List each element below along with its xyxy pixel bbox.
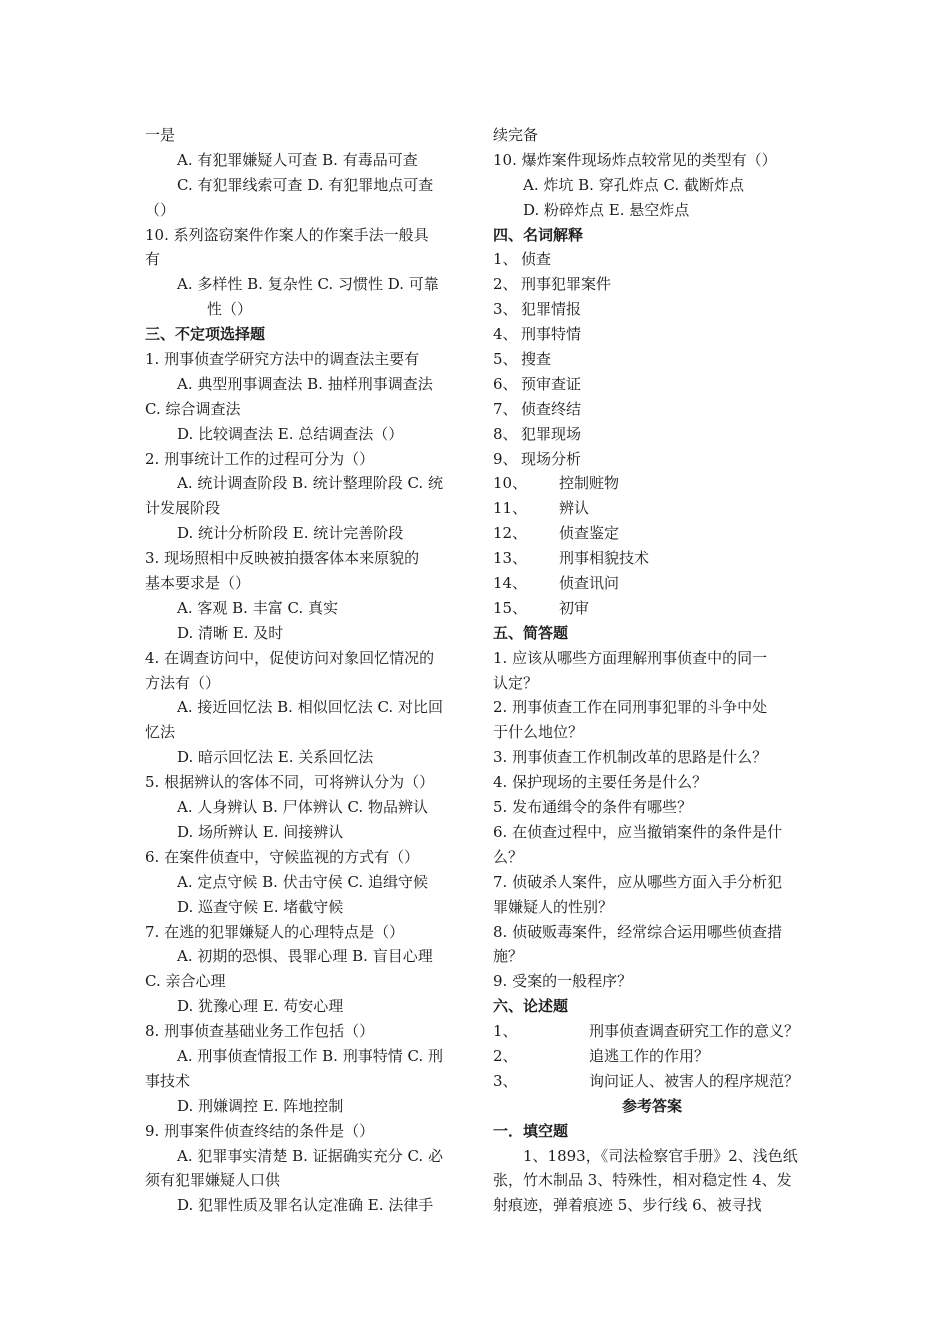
text-line: 6. 在侦查过程中，应当撤销案件的条件是什 <box>493 822 783 841</box>
numbered-list-item <box>493 272 823 297</box>
text-line: 7. 侦破杀人案件，应从哪些方面入手分析犯 <box>493 872 783 891</box>
text-line: 5. 发布通缉令的条件有哪些？ <box>493 798 693 817</box>
list-number: 13、 <box>493 549 528 568</box>
text-line: 续完备 <box>493 126 539 144</box>
numbered-list-item <box>493 322 823 347</box>
text-line: 8. 侦破贩毒案件，经常综合运用哪些侦查措 <box>493 922 783 941</box>
text-line: 施？ <box>493 947 524 966</box>
text-line: A. 多样性 B. 复杂性 C. 习惯性 D. 可靠 <box>177 275 439 294</box>
list-number: 1、 <box>493 1022 518 1041</box>
numbered-list-item <box>493 521 823 546</box>
text-line: A. 犯罪事实清楚 B. 证据确实充分 C. 必 <box>177 1146 443 1165</box>
list-item-text: 追逃工作的作用？ <box>589 1046 710 1065</box>
numbered-list-item <box>493 596 823 621</box>
numbered-list-item <box>493 496 823 521</box>
text-line: D. 粉碎炸点 E. 悬空炸点 <box>523 200 690 219</box>
text-line: 有 <box>145 250 161 269</box>
list-item-text: 预审查证 <box>521 374 582 393</box>
text-line: 一是 <box>145 126 176 144</box>
text-line: A. 定点守候 B. 伏击守侯 C. 追缉守候 <box>177 872 428 891</box>
list-number: 1、 <box>493 250 518 269</box>
text-line: 10. 系列盗窃案件作案人的作案手法一般具 <box>145 225 429 244</box>
section-heading: 六、论述题 <box>493 997 569 1016</box>
numbered-list-item <box>493 372 823 397</box>
text-line: D. 暗示回忆法 E. 关系回忆法 <box>177 748 374 767</box>
list-item-text: 刑事相貌技术 <box>559 549 650 568</box>
text-line: A. 统计调查阶段 B. 统计整理阶段 C. 统 <box>177 474 443 493</box>
text-line: 基本要求是（） <box>145 574 251 593</box>
text-line: D. 场所辨认 E. 间接辨认 <box>177 822 344 841</box>
numbered-list-item <box>493 397 823 422</box>
section-heading: 一．填空题 <box>493 1121 569 1140</box>
section-heading: 五、简答题 <box>493 623 569 642</box>
list-number: 6、 <box>493 374 518 393</box>
text-line: 方法有（） <box>145 673 221 692</box>
text-line: D. 刑嫌调控 E. 阵地控制 <box>177 1096 344 1115</box>
text-line: 认定？ <box>493 673 539 692</box>
text-line: 10. 爆炸案件现场炸点较常见的类型有（） <box>493 150 777 169</box>
list-number: 5、 <box>493 350 518 369</box>
list-number: 2、 <box>493 275 518 294</box>
list-item-text: 侦查讯问 <box>559 574 620 593</box>
numbered-list-item <box>493 471 823 496</box>
list-item-text: 辨认 <box>559 499 590 518</box>
list-item-text: 侦查鉴定 <box>559 524 620 543</box>
section-heading: 四、名词解释 <box>493 225 584 244</box>
list-item-text: 初审 <box>559 598 590 617</box>
text-line: D. 统计分析阶段 E. 统计完善阶段 <box>177 524 404 543</box>
list-number: 9、 <box>493 449 518 468</box>
text-line: A. 人身辨认 B. 尸体辨认 C. 物品辨认 <box>177 798 428 817</box>
numbered-list-item <box>493 546 823 571</box>
right-column <box>493 123 823 1218</box>
numbered-list-item <box>493 347 823 372</box>
text-line: C. 综合调查法 <box>145 399 241 418</box>
list-number: 4、 <box>493 325 518 344</box>
text-line: C. 有犯罪线索可查 D. 有犯罪地点可查 <box>177 175 434 194</box>
text-line: 3. 现场照相中反映被拍摄客体本来原貌的 <box>145 549 420 568</box>
text-line: 7. 在逃的犯罪嫌疑人的心理特点是（） <box>145 922 405 941</box>
list-item-text: 侦查 <box>521 250 552 269</box>
numbered-list-item <box>493 571 823 596</box>
text-line: A. 接近回忆法 B. 相似回忆法 C. 对比回 <box>177 698 443 717</box>
list-item-text: 侦查终结 <box>521 399 582 418</box>
text-line: 2. 刑事统计工作的过程可分为（） <box>145 449 375 468</box>
list-item-text: 刑事侦查调查研究工作的意义？ <box>589 1022 800 1041</box>
text-line: 8. 刑事侦查基础业务工作包括（） <box>145 1022 375 1041</box>
text-line: D. 清晰 E. 及时 <box>177 623 284 642</box>
text-line: 1、1893，《司法检察官手册》2、浅色纸 <box>523 1146 798 1165</box>
text-line: A. 刑事侦查情报工作 B. 刑事特情 C. 刑 <box>177 1046 443 1065</box>
list-number: 15、 <box>493 598 528 617</box>
text-line: 于什么地位？ <box>493 723 584 742</box>
numbered-list-item <box>493 297 823 322</box>
text-line: 罪嫌疑人的性别？ <box>493 897 614 916</box>
list-item-text: 现场分析 <box>521 449 582 468</box>
text-line: 4. 保护现场的主要任务是什么？ <box>493 773 708 792</box>
section-heading: 三、不定项选择题 <box>145 325 266 344</box>
text-line: 1. 应该从哪些方面理解刑事侦查中的同一 <box>493 648 768 667</box>
list-number: 11、 <box>493 499 528 518</box>
text-line: 忆法 <box>145 723 176 742</box>
numbered-list-item <box>493 247 823 272</box>
text-line: 9. 受案的一般程序？ <box>493 972 633 991</box>
numbered-list-item <box>493 447 823 472</box>
list-number: 3、 <box>493 300 518 319</box>
text-line: D. 比较调查法 E. 总结调查法（） <box>177 424 404 443</box>
text-line: A. 典型刑事调查法 B. 抽样刑事调查法 <box>177 374 433 393</box>
text-line: 4. 在调查访问中，促使访问对象回忆情况的 <box>145 648 435 667</box>
text-line: 1. 刑事侦查学研究方法中的调查法主要有 <box>145 350 420 369</box>
list-item-text: 搜查 <box>521 350 552 369</box>
list-number: 14、 <box>493 574 528 593</box>
list-number: 3、 <box>493 1071 518 1090</box>
numbered-list-item <box>493 1069 823 1094</box>
numbered-list-item <box>493 422 823 447</box>
numbered-list-item <box>493 1044 823 1069</box>
text-line: 9. 刑事案件侦查终结的条件是（） <box>145 1121 375 1140</box>
text-line: 5. 根据辨认的客体不同，可将辨认分为（） <box>145 773 435 792</box>
text-line: 张，竹木制品 3、特殊性，相对稳定性 4、发 <box>493 1171 792 1190</box>
list-number: 12、 <box>493 524 528 543</box>
text-line: 么？ <box>493 847 524 866</box>
list-item-text: 询问证人、被害人的程序规范？ <box>589 1071 800 1090</box>
list-number: 8、 <box>493 424 518 443</box>
text-line: 事技术 <box>145 1071 191 1090</box>
list-item-text: 犯罪情报 <box>521 300 582 319</box>
text-line: A. 客观 B. 丰富 C. 真实 <box>177 598 338 617</box>
text-line: 3. 刑事侦查工作机制改革的思路是什么？ <box>493 748 768 767</box>
section-heading: 参考答案 <box>621 1096 682 1115</box>
text-line: 性（） <box>207 300 253 319</box>
text-line: 计发展阶段 <box>145 499 221 518</box>
text-line: D. 巡查守候 E. 堵截守候 <box>177 897 344 916</box>
text-line: A. 有犯罪嫌疑人可查 B. 有毒品可查 <box>177 150 418 169</box>
text-line: A. 炸坑 B. 穿孔炸点 C. 截断炸点 <box>523 175 744 194</box>
left-column <box>145 123 465 1218</box>
list-item-text: 犯罪现场 <box>521 424 582 443</box>
text-line: C. 亲合心理 <box>145 972 226 991</box>
list-number: 2、 <box>493 1046 518 1065</box>
text-line: （） <box>145 200 176 219</box>
text-line: 须有犯罪嫌疑人口供 <box>145 1171 281 1190</box>
text-line: D. 犯罪性质及罪名认定准确 E. 法律手 <box>177 1196 434 1215</box>
text-line: 射痕迹，弹着痕迹 5、步行线 6、被寻找 <box>493 1196 762 1215</box>
text-line: 6. 在案件侦查中，守候监视的方式有（） <box>145 847 420 866</box>
list-number: 7、 <box>493 399 518 418</box>
list-item-text: 刑事犯罪案件 <box>521 275 612 294</box>
text-line: 2. 刑事侦查工作在同刑事犯罪的斗争中处 <box>493 698 768 717</box>
numbered-list-item <box>493 1019 823 1044</box>
list-item-text: 控制赃物 <box>559 474 620 493</box>
list-number: 10、 <box>493 474 528 493</box>
text-line: A. 初期的恐惧、畏罪心理 B. 盲目心理 <box>177 947 433 966</box>
text-line: D. 犹豫心理 E. 苟安心理 <box>177 997 344 1016</box>
list-item-text: 刑事特情 <box>521 325 582 344</box>
